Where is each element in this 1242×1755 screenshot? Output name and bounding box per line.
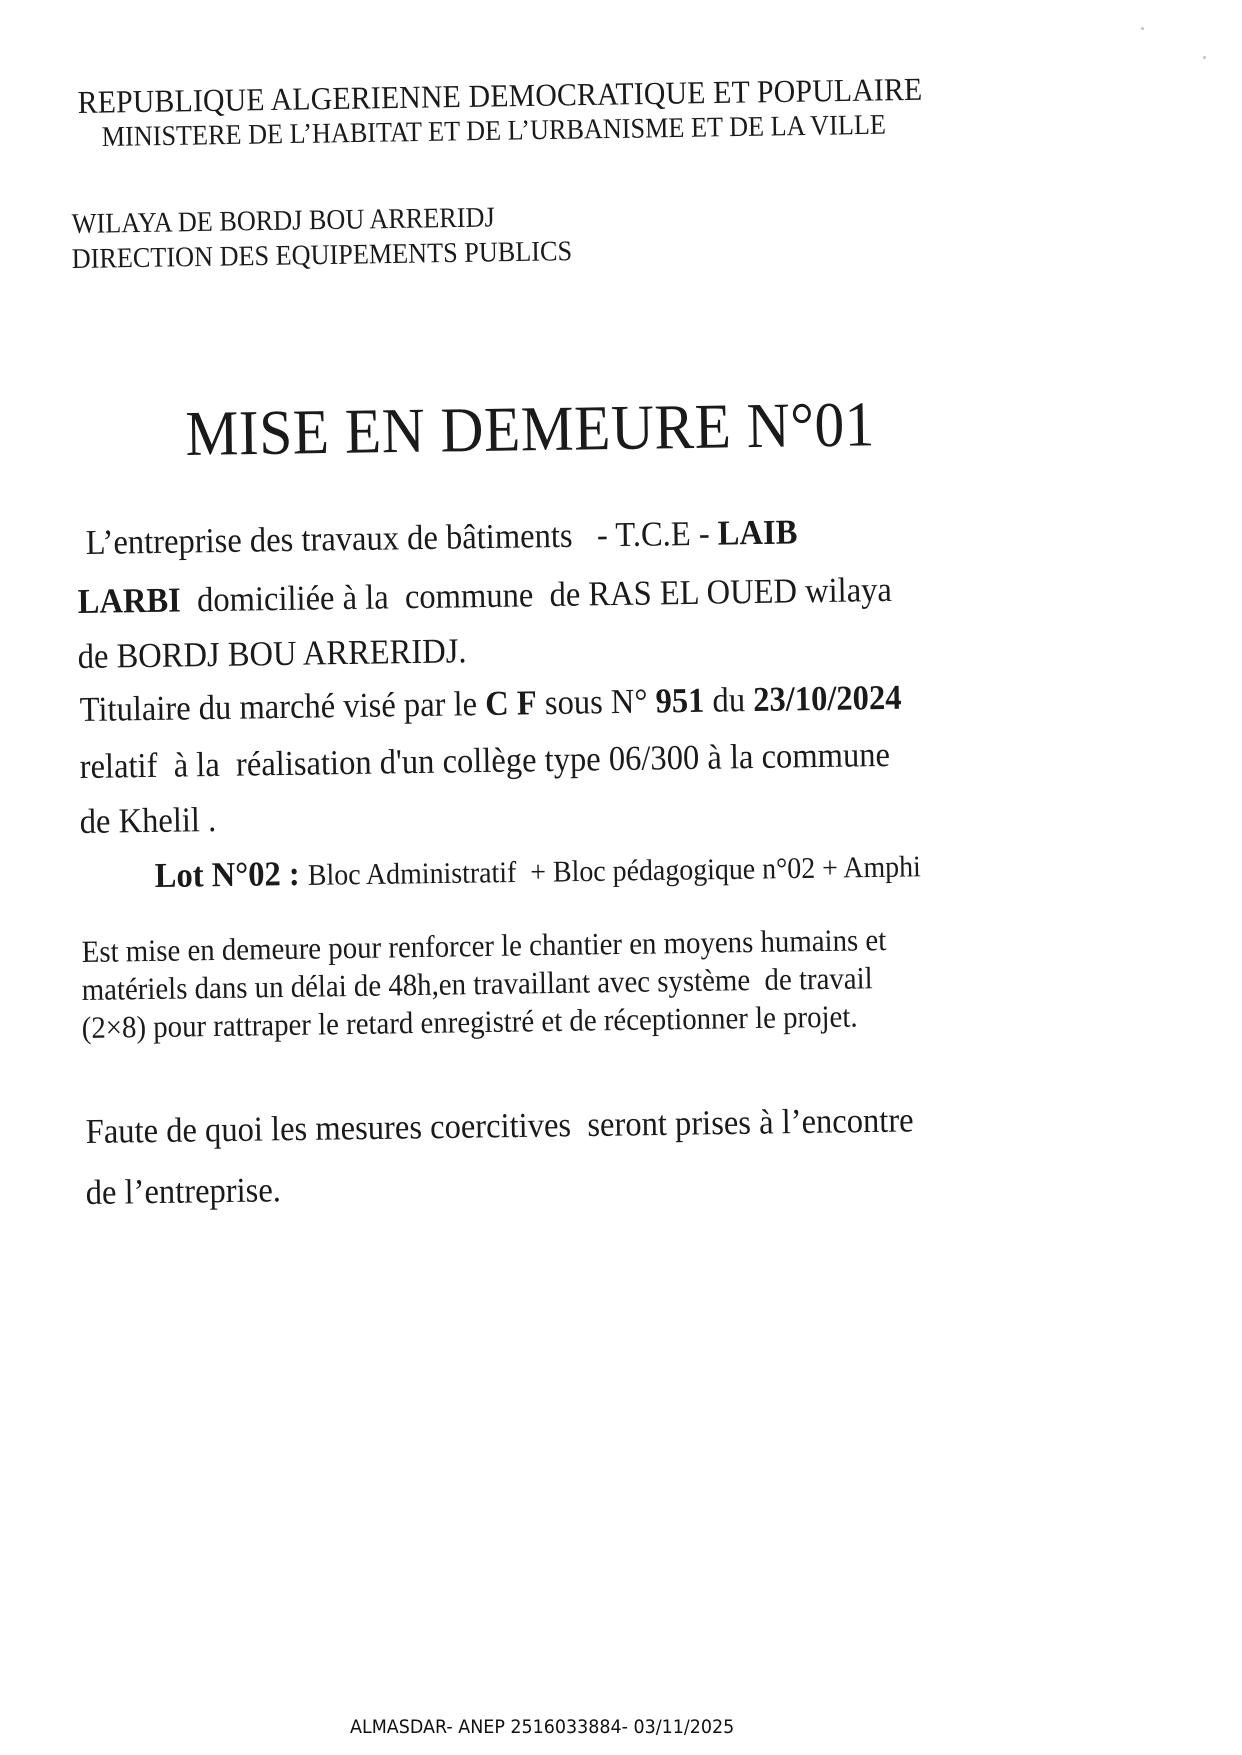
scan-speck <box>1141 27 1144 30</box>
scan-speck <box>1203 56 1206 59</box>
header-ministry: MINISTERE DE L’HABITAT ET DE L’URBANISME ET DE LA VILLE <box>101 109 887 154</box>
paragraph-contract-line <box>79 678 901 730</box>
notice-line-1: Est mise en demeure pour renforcer le chantier en moyens humains et <box>81 922 887 970</box>
text: du <box>704 680 754 720</box>
header-direction: DIRECTION DES EQUIPEMENTS PUBLICS <box>71 236 573 276</box>
notice-line-2: matériels dans un délai de 48h,en travaillant avec système de travail <box>81 960 873 1008</box>
paragraph-company-line-1 <box>85 512 797 563</box>
lot-label: Lot N°02 <box>154 854 282 896</box>
paragraph-company-line-2 <box>77 570 892 622</box>
header-wilaya: WILAYA DE BORDJ BOU ARRERIDJ <box>71 202 495 241</box>
text: Titulaire du marché visé par le <box>79 683 486 730</box>
notice-line-3: (2×8) pour rattraper le retard enregistré et de réceptionner le projet. <box>81 998 858 1046</box>
publication-footer: ALMASDAR- ANEP 2516033884- 03/11/2025 <box>350 1716 735 1738</box>
text: sous N° <box>536 681 656 723</box>
lot-line <box>154 845 921 896</box>
warning-line-1: Faute de quoi les mesures coercitives seront prises à l’encontre <box>85 1100 914 1152</box>
document-title: MISE EN DEMEURE N°01 <box>184 388 876 470</box>
contract-date: 23/10/2024 <box>752 677 902 720</box>
paragraph-commune-line: de Khelil . <box>79 799 217 842</box>
contract-number: 951 <box>655 680 705 721</box>
paragraph-company-line-3: de BORDJ BOU ARRERIDJ. <box>77 631 467 677</box>
lot-separator: : <box>280 853 309 894</box>
warning-line-2: de l’entreprise. <box>85 1170 282 1213</box>
header-country: REPUBLIQUE ALGERIENNE DEMOCRATIQUE ET POPULAIRE <box>77 70 923 121</box>
paragraph-project-line: relatif à la réalisation d'un collège type 06/300 à la commune <box>79 734 891 787</box>
cf-label: C F <box>484 683 538 723</box>
company-name-part2: LARBI <box>77 580 182 622</box>
text: L’entreprise des travaux de bâtiments - T.C.E - <box>85 513 719 563</box>
company-name-part1: LAIB <box>717 512 798 553</box>
lot-description: Bloc Administratif + Bloc pédagogique n°02 + Amphi <box>307 850 922 892</box>
text: domiciliée à la commune de RAS EL OUED wilaya <box>180 569 893 620</box>
